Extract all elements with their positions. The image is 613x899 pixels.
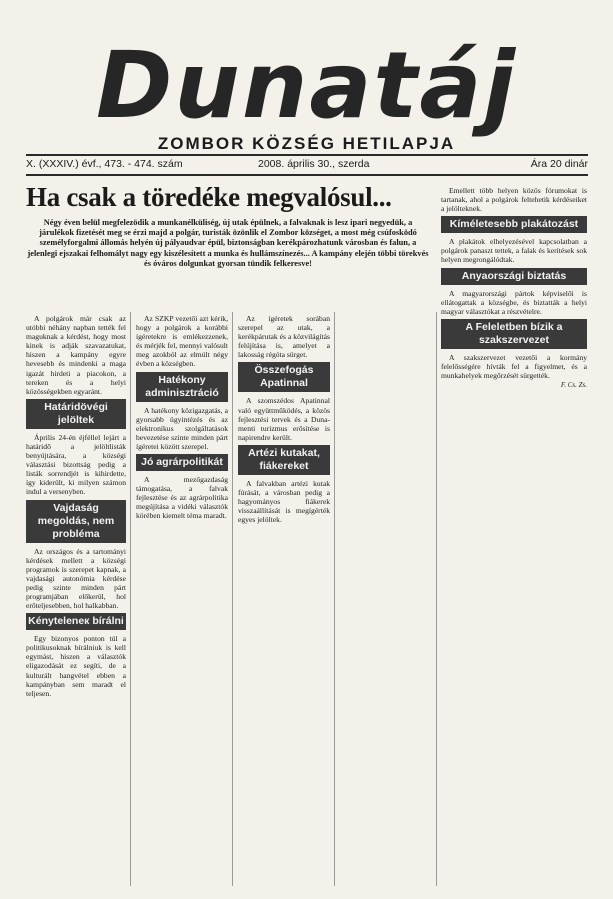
column-1 (26, 314, 126, 699)
article-text: A szomszédos Apatinnal való együttműködés, a közös fejlesztési tervek és a Duna-menti turizmus erősítése is napirendre került. (238, 396, 330, 442)
article-text: A hatékony közigazgatás, a gyorsabb ügyintézés és az elektronikus szolgáltatások bevezetése szinte minden párt ígéretei között szerepel. (136, 405, 228, 451)
masthead-title: Dunatáj (95, 32, 518, 139)
article-text: A szakszervezet vezetői a kormány felelősségére hívták fel a figyelmet, és a munkahelyek megőrzését sürgették. (441, 352, 587, 381)
article-text: Egy bizonyos ponton túl a politikusoknak bírálniuk is kell egymást, hiszen a választók eligazodását ez segíti, de a kulturált hangvétel ebben a kampányban sem maradt el teljesen. (26, 634, 126, 698)
section-heading: Vajdaság megoldás, nem probléma (26, 500, 126, 543)
top-rule (26, 154, 588, 156)
issue-price: Ára 20 dinár (530, 158, 588, 170)
article-text: A plakátok elhelyezésével kapcsolatban a polgárok panaszt tettek, a falak és kerítések sok helyen megrongálódtak. (441, 237, 587, 265)
section-heading: Kíméletesebb plakátozást (441, 216, 587, 233)
bottom-rule (26, 174, 588, 176)
article-text: Emellett több helyen közös fórumokat is tartanak, ahol a polgárok feltehetik kérdéseiket a jelölteknek. (441, 186, 587, 214)
article-text: A mezőgazdaság támogatása, a falvak fejlesztése és az agrárpolitika megújítása a vidéki választók körében kiemelt téma maradt. (136, 475, 228, 521)
column-2 (136, 314, 228, 522)
section-heading: Hatékony adminisztráció (136, 372, 228, 402)
issue-number: X. (XXXIV.) évf., 473. - 474. szám (26, 158, 183, 170)
author-signature: F. Cs. Zs. (560, 381, 587, 390)
issue-date: 2008. április 30., szerda (258, 158, 370, 170)
article-text: A polgárok már csak az utóbbi néhány napban tették fel maguknak a kérdést, hogy most kinek is adják szavazatukat, hiszen a kampány egyre hevesebb és mindenki a maga igazát hirdeti a piacokon, a tereken és a helyi közösségekben egyaránt. (26, 314, 126, 396)
article-text: A magyarországi pártok képviselői is ellátogattak a községbe, és biztatták a helyi magyar választókat a részvételre. (441, 288, 587, 316)
article-text: Április 24-én éjféllel lejárt a határidő a jelöltlisták benyújtására, a községi választási bizottság pedig a listák sorrendjét is kihirdette, így kiderült, ki milyen számon indul a versenyben. (26, 432, 126, 497)
article-text: Az országos és a tartományi kérdések mellett a községi programok is szerepet kapnak, a vajdasági autonómia kérdése pedig szinte minden párt programjában előkerül, hol erőteljesebben, hol halkabban. (26, 546, 126, 611)
column-4 (441, 186, 587, 390)
issue-info-bar (26, 158, 588, 172)
section-heading: Artézi kutakat, fiákereket (238, 445, 330, 475)
section-heading: Összefogás Apatinnal (238, 362, 330, 392)
article-text: Az SZKP vezetői azt kérik, hogy a polgárok a korábbi ígéretekre is emlékezzenek, és mérjék fel, mennyi valósult meg azokból az elmúlt négy évben a községben. (136, 314, 228, 369)
masthead-subtitle: ZOMBOR KÖZSÉG HETILAPJA (157, 134, 456, 153)
section-heading: Kényteleneк bírálni (26, 613, 126, 630)
lead-paragraph: Négy éven belül megfelezödik a munkanélküliség, új utak épülnek, a falvaknak is lesz ipari negyedük, a járulékok fizetését meg se érzi majd a polgár, turisták özönlik el Zombor községet, a most még csúfosködó személyforgalmi állomás helyén új pályaudvar épül, biztonságban kerékpározhatunk városban és falun, a jelenlegi ejszakai felhomályt nagy egy kiszélesített a munka és hullámszínezés... A kampány elején többi törekvés és óváros dolgunkat gyorsan tündik felkeresve! (27, 218, 429, 268)
column-divider (232, 312, 233, 886)
column-3 (238, 314, 330, 525)
section-heading: Határidövégi jelöltek (26, 399, 126, 429)
column-divider (436, 312, 437, 886)
section-heading: A Feleletben bízik a szakszervezet (441, 319, 587, 349)
column-divider (334, 312, 335, 886)
section-heading: Jó agrárpolitikát (136, 454, 228, 471)
column-divider (130, 312, 131, 886)
article-text: A falvakban artézi kutak fúrását, a városban pedig a hagyományos fiákerek visszaállítását is megígérték egyes jelöltek. (238, 478, 330, 525)
article-text: Az ígéretek sorában szerepel az utak, a kerékpárutak és a közvilágítás felújítása is, amelyet a lakosság régóta sürget. (238, 314, 330, 360)
headline: Ha csak a töredéke megvalósul... (26, 182, 392, 212)
section-heading: Anyaországi biztatás (441, 268, 587, 285)
